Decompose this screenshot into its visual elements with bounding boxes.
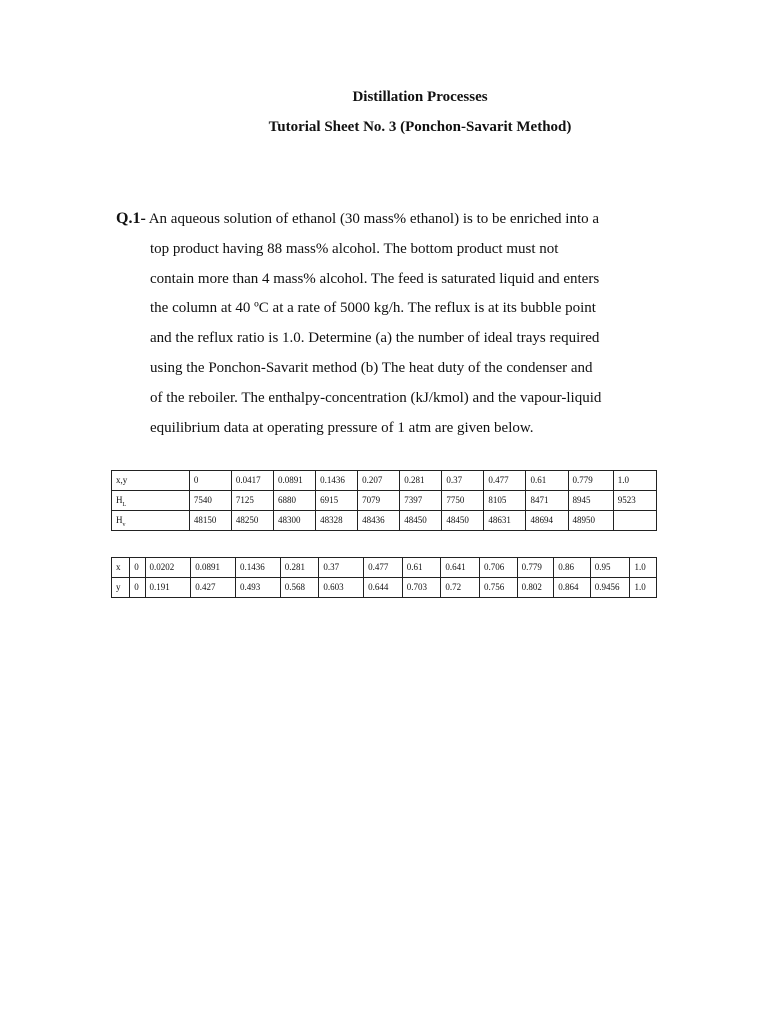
table-row	[112, 511, 657, 531]
question-line: of the reboiler. The enthalpy-concentration (kJ/kmol) and the vapour-liquid	[150, 389, 602, 406]
table-cell: 7540	[189, 491, 231, 511]
table-cell: 48631	[484, 511, 526, 531]
row-label-subscript: L	[122, 501, 127, 508]
row-label-main: H	[116, 495, 123, 505]
row-label-cell: y	[112, 578, 130, 598]
table-cell: 0.37	[442, 471, 484, 491]
table-cell: 0	[189, 471, 231, 491]
table-cell: 48300	[274, 511, 316, 531]
page-subtitle: Tutorial Sheet No. 3 (Ponchon-Savarit Method)	[268, 119, 572, 135]
table-cell: 0.281	[400, 471, 442, 491]
table-cell: 8945	[568, 491, 613, 511]
table-cell: 0.0891	[191, 558, 236, 578]
table-cell: 0.0417	[231, 471, 273, 491]
table-cell: 7079	[358, 491, 400, 511]
table-cell: 0.779	[517, 558, 554, 578]
table-cell: 0.427	[191, 578, 236, 598]
question-label: Q.1-	[116, 210, 146, 227]
table-cell: 0.95	[590, 558, 630, 578]
table-cell: 0.207	[358, 471, 400, 491]
table-cell: 8105	[484, 491, 526, 511]
table-cell: 0.191	[145, 578, 191, 598]
row-label-cell	[112, 471, 190, 491]
table-cell: 48694	[526, 511, 568, 531]
question-line: equilibrium data at operating pressure of 1 atm are given below.	[150, 419, 534, 436]
table-cell: 7397	[400, 491, 442, 511]
table-cell: 0.779	[568, 471, 613, 491]
table-cell: 6915	[316, 491, 358, 511]
table-cell: 0	[130, 558, 145, 578]
table-cell: 0.0891	[274, 471, 316, 491]
question-line: contain more than 4 mass% alcohol. The feed is saturated liquid and enters	[150, 270, 600, 287]
row-label-subscript: v	[122, 521, 126, 528]
table-cell: 0.72	[441, 578, 480, 598]
row-label-cell: x	[112, 558, 130, 578]
table-cell: 0.756	[480, 578, 518, 598]
table-cell: 48150	[189, 511, 231, 531]
table-cell: 0.703	[402, 578, 441, 598]
enthalpy-table	[111, 470, 657, 531]
table-cell: 48450	[442, 511, 484, 531]
table-cell: 6880	[274, 491, 316, 511]
table-cell: 0.61	[526, 471, 568, 491]
table-row	[112, 578, 657, 598]
table-cell: 7750	[442, 491, 484, 511]
table-cell: 0.706	[480, 558, 518, 578]
table-cell: 0.477	[364, 558, 403, 578]
row-label-cell	[112, 511, 190, 531]
table-cell: 0.86	[554, 558, 591, 578]
table-cell: 48328	[316, 511, 358, 531]
table-cell: 0	[130, 578, 145, 598]
table-cell: 0.61	[402, 558, 441, 578]
table-row	[112, 491, 657, 511]
question-line: the column at 40 ºC at a rate of 5000 kg/h. The reflux is at its bubble point	[150, 300, 596, 317]
table-cell: 0.281	[280, 558, 319, 578]
row-label-main: x,y	[116, 475, 128, 485]
question-line: An aqueous solution of ethanol (30 mass% ethanol) is to be enriched into a	[148, 211, 600, 227]
row-label-cell	[112, 491, 190, 511]
question-line: and the reflux ratio is 1.0. Determine (a) the number of ideal trays required	[150, 330, 600, 347]
table-cell: 0.644	[364, 578, 403, 598]
question-block	[116, 204, 650, 443]
table-cell: 0.1436	[316, 471, 358, 491]
table-cell: 0.37	[319, 558, 364, 578]
page-title: Distillation Processes	[352, 89, 488, 105]
table-cell: 0.9456	[590, 578, 630, 598]
question-line: using the Ponchon-Savarit method (b) The heat duty of the condenser and	[150, 359, 593, 376]
table-cell: 0.493	[236, 578, 281, 598]
table-cell: 0.864	[554, 578, 591, 598]
table-cell: 0.802	[517, 578, 554, 598]
table-cell: 48950	[568, 511, 613, 531]
table-cell: 9523	[613, 491, 656, 511]
table-cell: 48450	[400, 511, 442, 531]
table-cell: 1.0	[630, 578, 657, 598]
question-first-line	[116, 204, 650, 235]
table-cell: 0.1436	[236, 558, 281, 578]
table-cell: 0.641	[441, 558, 480, 578]
vle-table	[111, 557, 657, 598]
table-cell: 1.0	[613, 471, 656, 491]
table-row	[112, 471, 657, 491]
table-cell: 0.568	[280, 578, 319, 598]
table-cell: 0.603	[319, 578, 364, 598]
table-cell: 1.0	[630, 558, 657, 578]
table-cell: 8471	[526, 491, 568, 511]
table-cell: 7125	[231, 491, 273, 511]
table-cell: 48250	[231, 511, 273, 531]
table-row	[112, 558, 657, 578]
table-cell: 0.0202	[145, 558, 191, 578]
row-label-main: H	[116, 515, 123, 525]
table-cell	[613, 511, 656, 531]
question-line: top product having 88 mass% alcohol. The bottom product must not	[150, 240, 559, 257]
table-cell: 0.477	[484, 471, 526, 491]
table-cell: 48436	[358, 511, 400, 531]
